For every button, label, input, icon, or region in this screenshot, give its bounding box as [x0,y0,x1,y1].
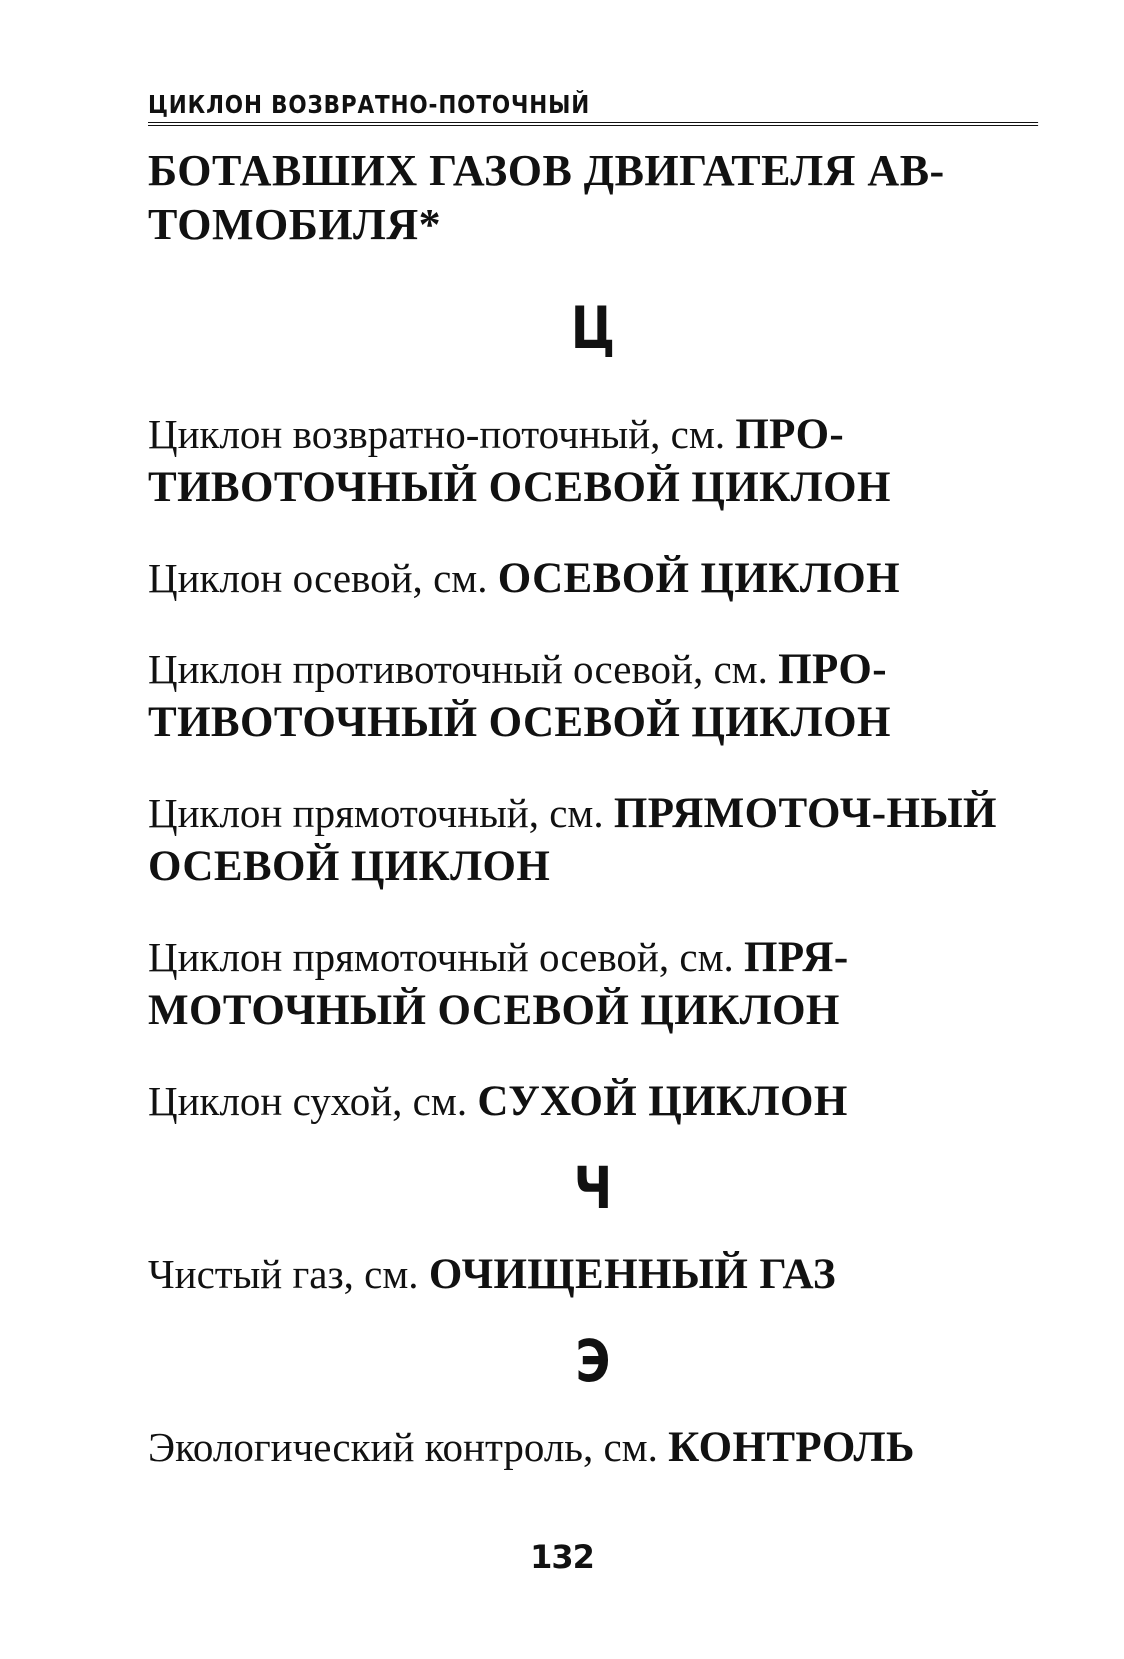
entry-term: Экологический контроль, [148,1424,604,1470]
entry [148,408,1038,514]
dictionary-page [148,90,1038,1474]
entry-cross-reference: ОСЕВОЙ ЦИКЛОН [497,555,900,602]
entry-term: Циклон прямоточный осевой, [148,934,680,980]
entry-see: см. [433,555,498,601]
entry-term: Чистый газ, [148,1251,365,1297]
entry-cross-reference: ПРЯ-​МОТОЧНЫЙ ОСЕВОЙ ЦИКЛОН [148,934,849,1034]
continued-entry [148,144,1038,252]
entry-see: см. [713,646,779,692]
section-letter-ch: Ч [573,1154,613,1222]
entry-term: Циклон осевой, [148,555,434,601]
entry-term: Циклон сухой, [148,1078,413,1124]
entry-cross-reference: ПРЯМОТОЧ-​НЫЙ ОСЕВОЙ ЦИКЛОН [148,790,997,890]
entry-see: см. [412,1078,478,1124]
continued-entry-line-2: ТОМОБИЛЯ* [148,200,442,249]
entry-term: Циклон противоточный осевой, [148,646,714,692]
entry-cross-reference: СУХОЙ ЦИКЛОН [477,1078,848,1125]
entry [148,787,1038,893]
entry-see: см. [364,1251,429,1297]
entry [148,1075,1038,1128]
entry-cross-reference: ПРО-​ТИВОТОЧНЫЙ ОСЕВОЙ ЦИКЛОН [148,646,891,746]
entry-term: Циклон возвратно-поточный, [148,411,671,457]
entry-see: см. [549,790,614,836]
section-entries-ts [148,408,1038,1128]
entry [148,643,1038,749]
entry [148,931,1038,1037]
entry-cross-reference: КОНТРОЛЬ [668,1424,915,1471]
running-head: ЦИКЛОН ВОЗВРАТНО-ПОТОЧНЫЙ [148,90,1038,126]
section-letter-e: Э [575,1327,611,1395]
entry-see: см. [670,411,736,457]
section-entries-ch [148,1248,1038,1301]
page-number: 132 [530,1538,594,1576]
section-letter-ts: Ц [570,294,616,362]
section-entries-e [148,1421,1038,1474]
entry [148,1248,1038,1301]
entry-cross-reference: ПРО-​ТИВОТОЧНЫЙ ОСЕВОЙ ЦИКЛОН [148,411,891,511]
entry-see: см. [603,1424,669,1470]
entry-see: см. [679,934,745,980]
entry [148,1421,1038,1474]
entry [148,552,1038,605]
continued-entry-line-1: БОТАВШИХ ГАЗОВ ДВИГАТЕЛЯ АВ- [148,146,945,195]
entry-cross-reference: ОЧИЩЕННЫЙ ГАЗ [428,1251,836,1298]
entry-term: Циклон прямоточный, [148,790,550,836]
